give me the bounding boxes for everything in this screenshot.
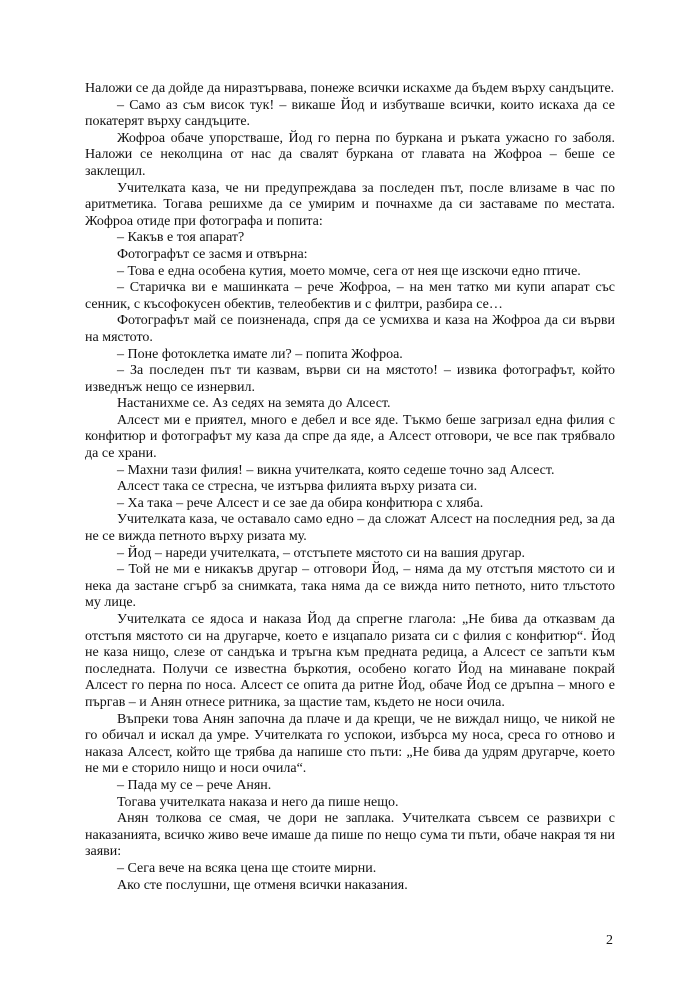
paragraph: – Той не ми е никакъв другар – отговори Йод, – няма да му отстъпя мястото си и нека да застане сгърб за снимката, така няма да се вижда нито петното, нито тлъстото му лице. bbox=[85, 562, 615, 611]
paragraph: – Какъв е тоя апарат? bbox=[117, 230, 245, 246]
paragraph: – Старичка ви е машинката – рече Жофроа, – на мен татко ми купи апарат със сенник, с късофокусен обектив, телеобектив и с филтри, разбира се… bbox=[85, 280, 615, 312]
paragraph: Алсест ми е приятел, много е дебел и все яде. Тъкмо беше загризал една филия с конфитюр и фотографът му каза да спре да яде, а Алсест отговори, че все пак трябвало да се храни. bbox=[85, 412, 615, 462]
body-text bbox=[85, 81, 615, 894]
paragraph: – Само аз съм висок тук! – викаше Йод и избутваше всички, които искаха да се покатерят върху сандъците. bbox=[85, 97, 615, 130]
page-number: 2 bbox=[606, 933, 613, 948]
paragraph: Жофроа обаче упорстваше, Йод го перна по буркана и ръката ужасно го заболя. Наложи се неколцина от нас да свалят буркана от главата на Жофроа – беше се заклещил. bbox=[85, 130, 615, 179]
paragraph: Ако сте послушни, ще отменя всички наказания. bbox=[117, 877, 408, 893]
paragraph: – Ха така – рече Алсест и се зае да обира конфитюра с хляба. bbox=[117, 495, 484, 511]
paragraph: Наложи се да дойде да ниразтървава, понеже всички искахме да бъдем върху сандъците. bbox=[85, 81, 615, 96]
paragraph: Тогава учителката наказа и него да пише нещо. bbox=[117, 794, 399, 810]
paragraph: – За последен път ти казвам, върви си на мястото! – извика фотографът, който изведнъж нещо се изнервил. bbox=[85, 363, 615, 395]
paragraph: Учителката се ядоса и наказа Йод да спрегне глагола: „Не бива да отказвам да отстъпя мястото си на другарче, което е изцапало ризата си с филия с конфитюр“. Йод не каза нищо, слезе от сандъка и тръгна към предната редица, а Алсест се запъти към последната. Получи се известна бъркотия, особено когато Йод на минаване покрай Алсест го перна по носа. Алсест се опита да ритне Йод, обаче Йод се дръпна – много е пъргав – и Анян отнесе ритника, за щастие там, където не носи очила. bbox=[85, 612, 615, 710]
paragraph: Фотографът май се поизненада, спря да се усмихва и каза на Жофроа да си върви на мястото. bbox=[85, 313, 615, 345]
paragraph: Алсест така се стресна, че изтърва филията върху ризата си. bbox=[117, 479, 478, 495]
paragraph: – Сега вече на всяка цена ще стоите мирни. bbox=[117, 860, 377, 876]
paragraph: Въпреки това Анян започна да плаче и да крещи, че не виждал нищо, че никой не го обичал и искал да умре. Учителката го успокои, избърса му носа, среса го отново и наказа Алсест, който ще трябва да напише сто пъти: „Не бива да удрям другарче, което не ми е сторило нищо и носи очила“. bbox=[85, 711, 615, 777]
paragraph: – Йод – нареди учителката, – отстъпете мястото си на вашия другар. bbox=[117, 545, 526, 561]
paragraph: Настанихме се. Аз седях на земята до Алсест. bbox=[117, 396, 391, 412]
paragraph: – Поне фотоклетка имате ли? – попита Жофроа. bbox=[117, 346, 403, 362]
paragraph: – Махни тази филия! – викна учителката, която седеше точно зад Алсест. bbox=[117, 462, 555, 478]
paragraph: Анян толкова се смая, че дори не заплака. Учителката съвсем се развихри с наказанията, всичко живо вече имаше да пише по нещо сума ти пъти, обаче накрая тя ни заяви: bbox=[85, 811, 615, 860]
paragraph: Учителката каза, че оставало само едно – да сложат Алсест на последния ред, за да не се вижда петното върху ризата му. bbox=[85, 512, 615, 545]
paragraph: – Това е една особена кутия, моето момче, сега от нея ще изскочи едно птиче. bbox=[117, 263, 581, 279]
paragraph: Фотографът се засмя и отвърна: bbox=[117, 246, 308, 262]
paragraph: Учителката каза, че ни предупреждава за последен път, после влизаме в час по аритметика. Тогава решихме да се умирим и почнахме да си заставаме по местата. Жофроа отиде при фотографа и попита: bbox=[85, 180, 615, 229]
paragraph: – Пада му се – рече Анян. bbox=[117, 777, 272, 793]
